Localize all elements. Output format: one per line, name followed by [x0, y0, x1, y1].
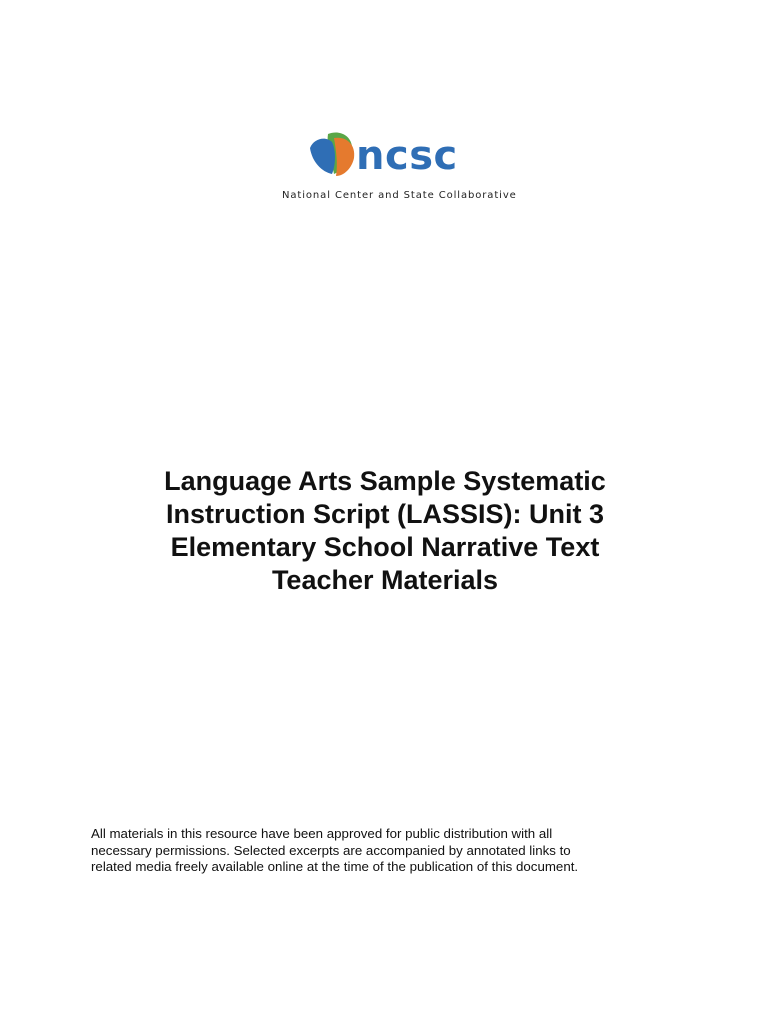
distribution-notice [91, 826, 671, 876]
logo-tagline: National Center and State Collaborative [282, 190, 517, 201]
notice-line: All materials in this resource have been approved for public distribution with all [91, 826, 553, 841]
document-title [85, 465, 685, 597]
title-line: Language Arts Sample Systematic [164, 466, 606, 496]
title-line: Instruction Script (LASSIS): Unit 3 [165, 499, 604, 529]
title-line: Teacher Materials [271, 565, 499, 595]
ncsc-logo [278, 128, 517, 206]
logo-blue-leaf [310, 139, 335, 174]
notice-line: related media freely available online at the time of the publication of this document. [91, 859, 579, 874]
logo-wordmark: ncsc [356, 133, 458, 179]
ncsc-leaf-logo-icon [308, 128, 362, 178]
notice-line: necessary permissions. Selected excerpts are accompanied by annotated links to [91, 842, 571, 858]
title-line: Elementary School Narrative Text [170, 532, 600, 562]
